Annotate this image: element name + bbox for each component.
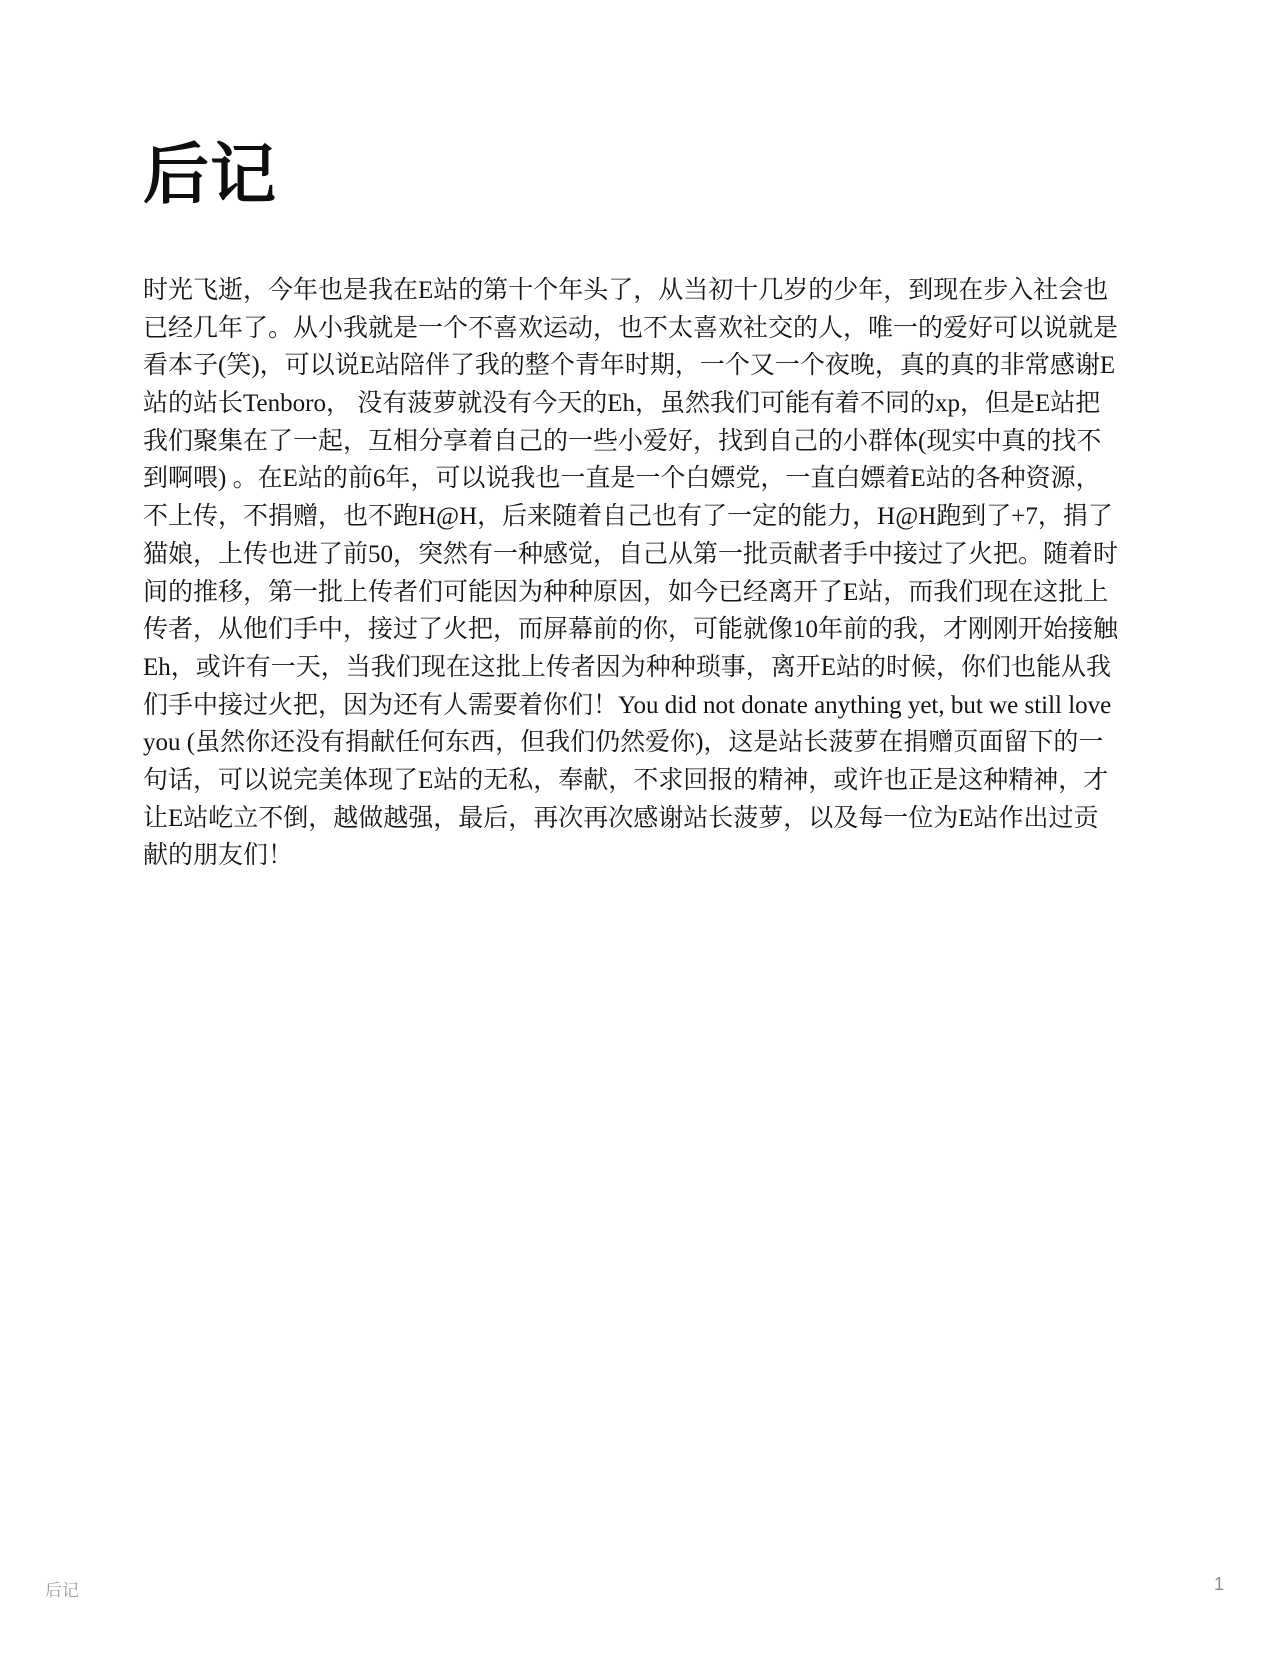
text-line: 时光飞逝，今年也是我在E站的第十个年头了，从当初十几岁的少年，到现在步入社会也	[143, 277, 1109, 304]
running-header: 后记	[45, 1581, 79, 1600]
text-line: 站的站长Tenboro， 没有菠萝就没有今天的Eh，虽然我们可能有着不同的xp，但是E站把	[143, 390, 1101, 418]
body-paragraph	[143, 272, 1138, 875]
page-number: 1	[1213, 1574, 1224, 1594]
text-line: 献的朋友们！	[143, 842, 294, 870]
text-line: 句话，可以说完美体现了E站的无私，奉献，不求回报的精神，或许也正是这种精神，才	[143, 766, 1109, 794]
text-line: 猫娘，上传也进了前50，突然有一种感觉，自己从第一批贡献者手中接过了火把。随着时	[143, 540, 1119, 568]
text-line: 间的推移，第一批上传者们可能因为种种原因，如今已经离开了E站，而我们现在这批上	[143, 578, 1109, 606]
text-line: 到啊喂) 。在E站的前6年，可以说我也一直是一个白嫖党，一直白嫖着E站的各种资源，	[143, 465, 1101, 493]
text-line: 们手中接过火把，因为还有人需要着你们！You did not donate anything yet, but we still love	[143, 691, 1112, 719]
text-line: Eh，或许有一天，当我们现在这批上传者因为种种琐事，离开E站的时候，你们也能从我	[143, 653, 1112, 681]
text-line: 已经几年了。从小我就是一个不喜欢运动，也不太喜欢社交的人，唯一的爱好可以说就是	[143, 314, 1119, 342]
text-line: you (虽然你还没有捐献任何东西，但我们仍然爱你)，这是站长菠萝在捐赠页面留下的一	[143, 729, 1104, 757]
text-line: 看本子(笑)，可以说E站陪伴了我的整个青年时期，一个又一个夜晚，真的真的非常感谢E	[143, 352, 1116, 380]
chapter-title: 后记	[143, 139, 277, 212]
text-line: 传者，从他们手中，接过了火把，而屏幕前的你，可能就像10年前的我，才刚刚开始接触	[143, 616, 1119, 644]
page-footer	[0, 1568, 1280, 1608]
text-line: 不上传，不捐赠，也不跑H@H，后来随着自己也有了一定的能力，H@H跑到了+7，捐了	[143, 503, 1113, 531]
text-line: 我们聚集在了一起，互相分享着自己的一些小爱好，找到自己的小群体(现实中真的找不	[143, 427, 1102, 455]
text-line: 让E站屹立不倒，越做越强，最后，再次再次感谢站长菠萝，以及每一位为E站作出过贡	[143, 804, 1099, 832]
